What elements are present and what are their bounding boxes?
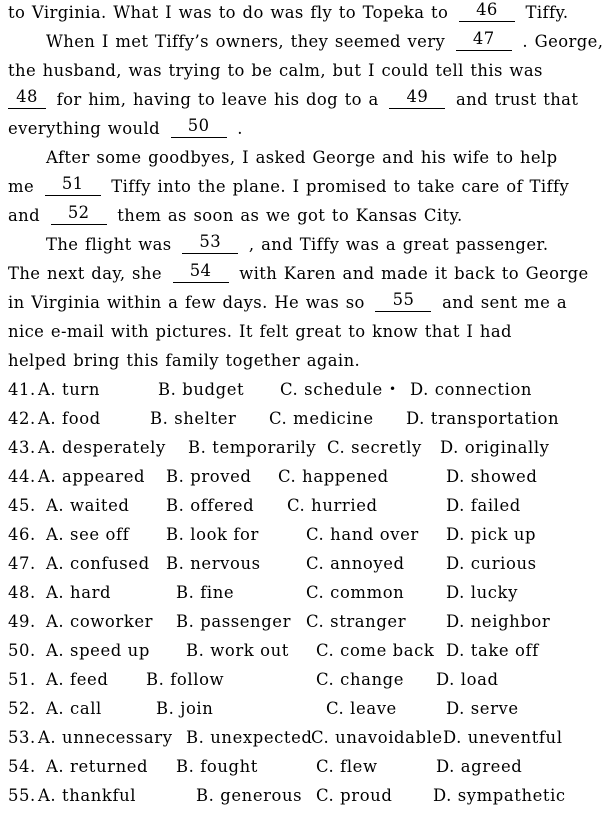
blank-50: 50 [171, 116, 227, 138]
question-43 [8, 433, 583, 462]
option-a[interactable]: A. returned [46, 757, 149, 776]
option-c[interactable]: C. change [316, 670, 405, 689]
passage-line-6 [46, 143, 583, 172]
bullet-dot: • [389, 382, 397, 396]
option-c[interactable]: C. happened [278, 467, 389, 486]
passage-text: me [8, 177, 35, 196]
blank-46: 46 [459, 0, 515, 22]
question-number: 43. [8, 438, 36, 457]
option-b[interactable]: B. follow [146, 670, 225, 689]
question-46 [8, 520, 583, 549]
option-d[interactable]: D. agreed [436, 757, 523, 776]
question-55 [8, 781, 583, 810]
passage-text: and [8, 206, 41, 225]
option-b[interactable]: B. join [156, 699, 214, 718]
option-a[interactable]: A. see off [46, 525, 130, 544]
passage-line-11 [8, 288, 583, 317]
option-d[interactable]: D. connection [410, 380, 533, 399]
passage-text: the husband, was trying to be calm, but I could tell this was [8, 61, 543, 80]
passage-line-12 [8, 317, 583, 346]
option-a[interactable]: A. feed [46, 670, 109, 689]
option-b[interactable]: B. look for [166, 525, 259, 544]
option-c[interactable]: C. medicine [269, 409, 374, 428]
option-b[interactable]: B. temporarily [188, 438, 317, 457]
option-a[interactable]: A. call [46, 699, 102, 718]
option-c[interactable]: C. leave [326, 699, 397, 718]
option-c[interactable]: C. proud [316, 786, 393, 805]
passage-text: everything would [8, 119, 160, 138]
question-44 [8, 462, 583, 491]
passage-text: for him, having to leave his dog to a [56, 90, 379, 109]
option-d[interactable]: D. failed [446, 496, 521, 515]
option-b[interactable]: B. passenger [176, 612, 292, 631]
option-d[interactable]: D. neighbor [446, 612, 551, 631]
blank-54: 54 [173, 261, 229, 283]
question-number: 54. [8, 757, 36, 776]
passage-text: and trust that [455, 90, 579, 109]
passage-text: with Karen and made it back to George [239, 264, 589, 283]
option-a[interactable]: A. speed up [46, 641, 150, 660]
option-a[interactable]: A. appeared [38, 467, 146, 486]
passage-line-8 [8, 201, 583, 230]
option-a[interactable]: A. turn [38, 380, 100, 399]
option-c[interactable]: C. secretly [327, 438, 422, 457]
passage-line-5 [8, 114, 583, 143]
option-b[interactable]: B. unexpected [186, 728, 313, 747]
option-b[interactable]: B. work out [186, 641, 289, 660]
option-a[interactable]: A. food [38, 409, 101, 428]
passage-text: When I met Tiffy’s owners, they seemed very [46, 32, 446, 51]
passage-line-4 [8, 85, 583, 114]
option-a[interactable]: A. waited [46, 496, 130, 515]
passage-text: The next day, she [8, 264, 162, 283]
question-47 [8, 549, 583, 578]
blank-52: 52 [51, 203, 107, 225]
option-d[interactable]: D. uneventful [443, 728, 563, 747]
option-b[interactable]: B. generous [196, 786, 303, 805]
option-b[interactable]: B. shelter [150, 409, 237, 428]
blank-53: 53 [182, 232, 238, 254]
question-number: 55. [8, 786, 36, 805]
question-number: 50. [8, 641, 36, 660]
option-c[interactable]: C. unavoidable [311, 728, 443, 747]
question-number: 52. [8, 699, 36, 718]
passage-text: Tiffy. [525, 3, 569, 22]
option-c[interactable]: C. flew [316, 757, 378, 776]
option-a[interactable]: A. hard [46, 583, 112, 602]
option-c[interactable]: C. hurried [287, 496, 378, 515]
passage-line-2 [46, 27, 603, 56]
option-a[interactable]: A. thankful [38, 786, 137, 805]
blank-47: 47 [456, 29, 512, 51]
option-c[interactable]: C. schedule [280, 380, 383, 399]
passage-line-9 [46, 230, 583, 259]
option-d[interactable]: D. lucky [446, 583, 518, 602]
passage-text: them as soon as we got to Kansas City. [117, 206, 463, 225]
passage-text: in Virginia within a few days. He was so [8, 293, 365, 312]
question-54 [8, 752, 583, 781]
passage-text: , and Tiffy was a great passenger. [248, 235, 549, 254]
passage-text: nice e-mail with pictures. It felt great to know that I had [8, 322, 512, 341]
blank-51: 51 [45, 174, 101, 196]
question-number: 51. [8, 670, 36, 689]
question-number: 48. [8, 583, 36, 602]
passage-line-7 [8, 172, 583, 201]
option-a[interactable]: A. confused [46, 554, 150, 573]
passage-text: to Virginia. What I was to do was fly to Topeka to [8, 3, 449, 22]
question-50 [8, 636, 583, 665]
option-d[interactable]: D. load [436, 670, 499, 689]
option-a[interactable]: A. unnecessary [38, 728, 173, 747]
option-d[interactable]: D. pick up [446, 525, 537, 544]
blank-49: 49 [389, 87, 445, 109]
option-b[interactable]: B. fine [176, 583, 235, 602]
option-c[interactable]: C. come back [316, 641, 435, 660]
question-45 [8, 491, 583, 520]
question-number: 47. [8, 554, 36, 573]
option-b[interactable]: B. budget [158, 380, 245, 399]
option-d[interactable]: D. serve [446, 699, 519, 718]
question-51 [8, 665, 583, 694]
question-number: 53. [8, 728, 36, 747]
option-c[interactable]: C. common [306, 583, 405, 602]
question-number: 44. [8, 467, 36, 486]
option-d[interactable]: D. transportation [406, 409, 560, 428]
passage-line-13 [8, 346, 583, 375]
question-49 [8, 607, 583, 636]
question-number: 42. [8, 409, 36, 428]
question-41 [8, 375, 583, 404]
passage-line-3 [8, 56, 583, 85]
question-52 [8, 694, 583, 723]
question-42 [8, 404, 583, 433]
option-b[interactable]: B. proved [166, 467, 252, 486]
question-number: 46. [8, 525, 36, 544]
option-b[interactable]: B. nervous [166, 554, 261, 573]
passage-text: . [237, 119, 243, 138]
passage-text: and sent me a [442, 293, 567, 312]
blank-48: 48 [8, 87, 46, 109]
question-number: 49. [8, 612, 36, 631]
passage-text: . George, [522, 32, 603, 51]
option-b[interactable]: B. offered [166, 496, 255, 515]
question-48 [8, 578, 583, 607]
option-b[interactable]: B. fought [176, 757, 258, 776]
option-c[interactable]: C. annoyed [306, 554, 405, 573]
blank-55: 55 [375, 290, 431, 312]
option-d[interactable]: D. sympathetic [433, 786, 566, 805]
passage-text: helped bring this family together again. [8, 351, 361, 370]
option-a[interactable]: A. coworker [46, 612, 154, 631]
question-number: 45. [8, 496, 36, 515]
option-a[interactable]: A. desperately [38, 438, 166, 457]
question-53 [8, 723, 583, 752]
option-d[interactable]: D. showed [446, 467, 538, 486]
option-d[interactable]: D. originally [440, 438, 550, 457]
option-d[interactable]: D. curious [446, 554, 537, 573]
option-c[interactable]: C. stranger [306, 612, 407, 631]
option-d[interactable]: D. take off [446, 641, 539, 660]
passage-line-10 [8, 259, 589, 288]
question-number: 41. [8, 380, 36, 399]
passage-line-1 [8, 0, 583, 27]
option-c[interactable]: C. hand over [306, 525, 419, 544]
passage-text: Tiffy into the plane. I promised to take care of Tiffy [111, 177, 570, 196]
passage-text: The flight was [46, 235, 172, 254]
passage-text: After some goodbyes, I asked George and his wife to help [46, 148, 558, 167]
